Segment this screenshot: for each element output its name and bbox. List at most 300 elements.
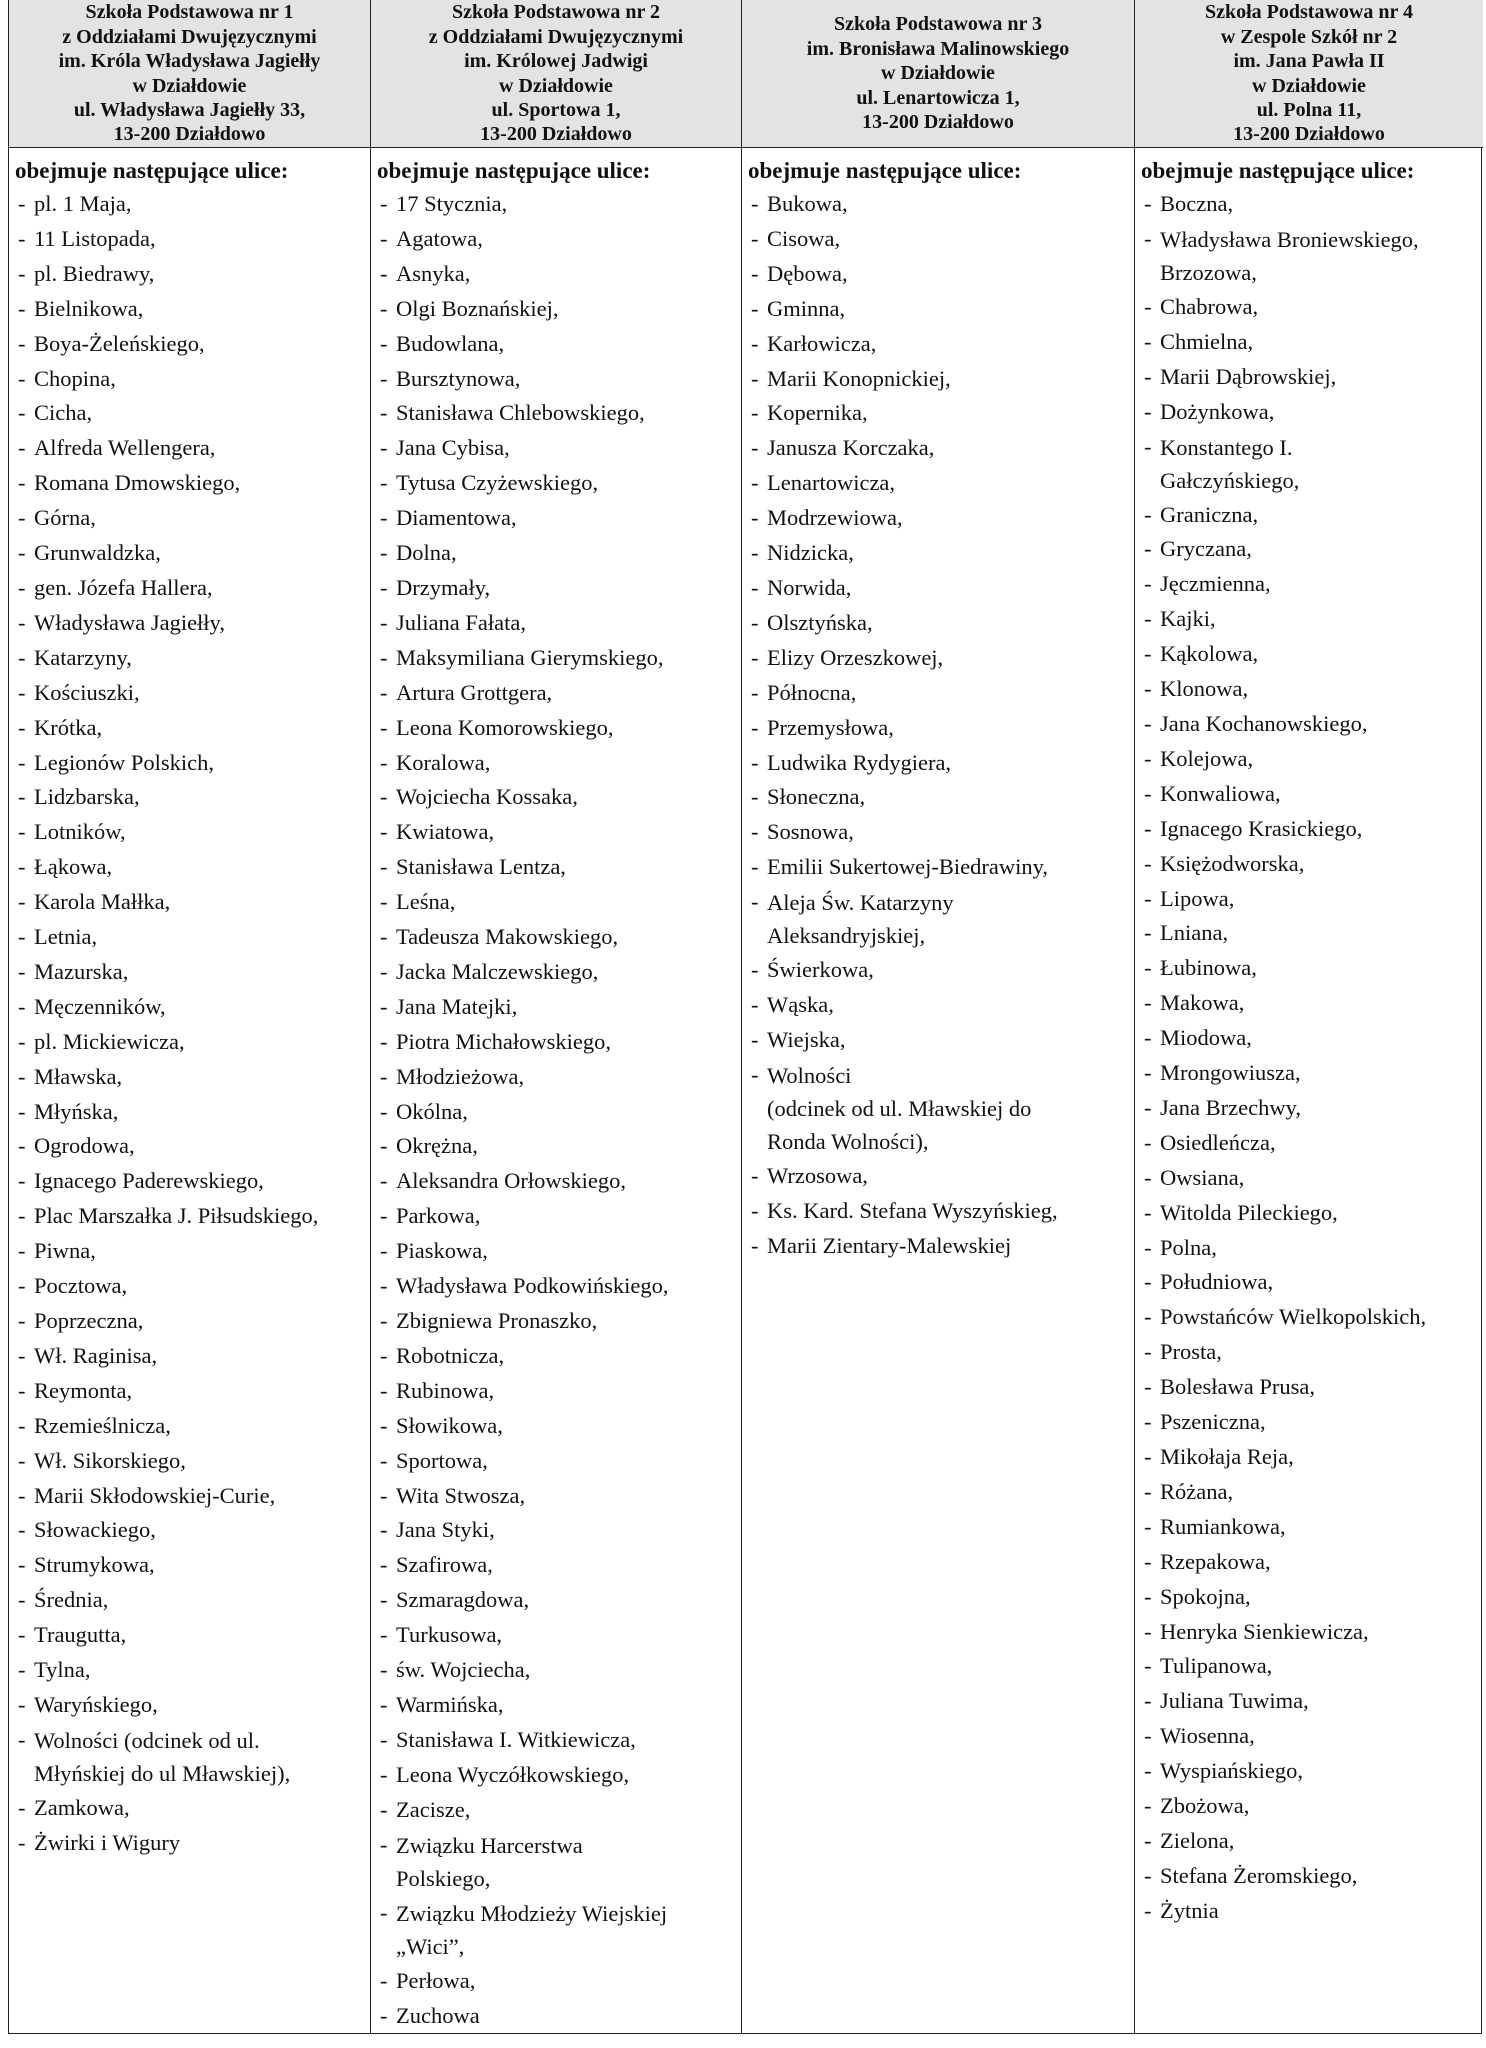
street-item <box>9 1269 370 1304</box>
school-header-line: 13-200 Działdowo <box>113 123 266 146</box>
street-item <box>9 1618 370 1653</box>
street-item <box>1135 1091 1483 1126</box>
street-name: Bolesława Prusa, <box>1160 1374 1315 1400</box>
list-dash: - <box>751 260 759 286</box>
street-item <box>9 1444 370 1479</box>
list-dash: - <box>1144 1897 1152 1923</box>
list-dash: - <box>380 1028 388 1054</box>
street-item <box>1135 1684 1483 1719</box>
list-dash: - <box>1144 1199 1152 1225</box>
street-name: Południowa, <box>1160 1269 1274 1295</box>
street-name: Turkusowa, <box>396 1622 503 1648</box>
street-name: Zuchowa <box>396 2002 480 2028</box>
school-header-line: w Działdowie <box>1252 74 1366 97</box>
street-item <box>9 1791 370 1826</box>
list-dash: - <box>751 1162 759 1188</box>
school-header-line: Szkoła Podstawowa nr 4 <box>1205 1 1413 24</box>
street-item <box>1135 1615 1483 1650</box>
street-item <box>371 955 741 990</box>
street-item <box>9 780 370 815</box>
school-header-line: Szkoła Podstawowa nr 1 <box>85 1 294 24</box>
street-item <box>742 466 1134 501</box>
list-dash: - <box>18 1308 26 1333</box>
list-dash: - <box>18 574 26 600</box>
street-name: Sosnowa, <box>767 819 854 845</box>
street-item <box>9 187 370 222</box>
street-item <box>742 431 1134 466</box>
list-dash: - <box>751 1026 759 1052</box>
street-item <box>9 396 370 431</box>
list-dash: - <box>1144 1478 1152 1504</box>
list-dash: - <box>380 1622 388 1648</box>
street-item <box>742 606 1134 641</box>
street-item <box>742 1194 1134 1229</box>
street-name: Lipowa, <box>1160 885 1235 911</box>
street-name: Asnyka, <box>396 260 471 286</box>
list-dash: - <box>751 749 759 775</box>
street-name: Marii Skłodowskiej-Curie, <box>34 1482 276 1508</box>
list-dash: - <box>18 1377 26 1403</box>
street-item <box>371 396 741 431</box>
list-dash: - <box>1144 1444 1152 1469</box>
street-name: Parkowa, <box>396 1203 481 1229</box>
street-name: Ignacego Krasickiego, <box>1160 815 1363 841</box>
street-item <box>742 953 1134 988</box>
street-name: Rumiankowa, <box>1160 1513 1286 1539</box>
street-name: Konstantego I. Gałczyńskiego, <box>1160 434 1300 493</box>
list-dash: - <box>1144 293 1152 319</box>
street-name: Zbożowa, <box>1160 1793 1250 1819</box>
street-item <box>1135 637 1483 672</box>
street-list <box>1135 187 1483 1929</box>
list-dash: - <box>1144 398 1152 424</box>
street-item <box>371 1409 741 1444</box>
street-name: Pszeniczna, <box>1160 1409 1266 1435</box>
street-item <box>1135 1789 1483 1824</box>
street-item <box>742 850 1134 885</box>
school-header-line: Szkoła Podstawowa nr 3 <box>834 13 1042 36</box>
street-item <box>1135 1300 1483 1335</box>
street-name: Kościuszki, <box>34 679 140 705</box>
school-districts-table <box>8 0 1482 2034</box>
street-name: Grunwaldzka, <box>34 540 161 566</box>
list-dash: - <box>380 365 388 391</box>
street-item <box>9 1199 370 1234</box>
street-name: Lidzbarska, <box>34 784 140 810</box>
list-dash: - <box>18 889 26 915</box>
street-item <box>371 1025 741 1060</box>
list-dash: - <box>1144 1653 1152 1679</box>
street-name: Makowa, <box>1160 990 1245 1016</box>
list-dash: - <box>751 470 759 496</box>
street-name: Lotników, <box>34 819 126 845</box>
list-dash: - <box>751 992 759 1018</box>
list-dash: - <box>380 609 388 635</box>
list-dash: - <box>18 365 26 391</box>
street-item <box>9 990 370 1025</box>
list-dash: - <box>18 1447 26 1473</box>
school-header-line: w Działdowie <box>881 62 995 85</box>
street-name: Wiejska, <box>767 1026 846 1052</box>
street-item <box>371 1758 741 1793</box>
street-name: Diamentowa, <box>396 505 517 531</box>
street-item <box>1135 360 1483 395</box>
street-item <box>742 1159 1134 1194</box>
list-dash: - <box>1144 815 1152 841</box>
list-dash: - <box>18 1726 26 1752</box>
street-item <box>742 257 1134 292</box>
street-item <box>9 362 370 397</box>
list-dash: - <box>1144 1723 1152 1749</box>
street-item <box>371 676 741 711</box>
street-item <box>9 431 370 466</box>
street-item <box>1135 567 1483 602</box>
list-dash: - <box>380 1412 388 1438</box>
street-item <box>9 1826 370 1861</box>
street-item <box>1135 916 1483 951</box>
list-dash: - <box>751 819 759 845</box>
list-dash: - <box>1144 1409 1152 1435</box>
street-name: Ks. Kard. Stefana Wyszyńskieg, <box>767 1197 1058 1223</box>
street-item <box>371 1688 741 1723</box>
streets-intro: obejmuje następujące ulice: <box>15 158 289 183</box>
list-dash: - <box>380 1203 388 1229</box>
list-dash: - <box>380 1098 388 1124</box>
street-name: Dożynkowa, <box>1160 398 1275 424</box>
street-name: Wolności (odcinek od ul. Młyńskiej do ul Mławskiej), <box>34 1727 291 1786</box>
street-name: Rzemieślnicza, <box>34 1412 171 1438</box>
list-dash: - <box>1144 1234 1152 1260</box>
street-item <box>1135 532 1483 567</box>
street-name: Marii Zientary-Malewskiej <box>767 1232 1012 1258</box>
school-header-line: 13-200 Działdowo <box>862 111 1014 134</box>
street-name: Jana Brzechwy, <box>1160 1094 1301 1120</box>
street-item <box>9 1095 370 1130</box>
street-item <box>1135 707 1483 742</box>
street-name: Jana Kochanowskiego, <box>1160 710 1368 736</box>
list-dash: - <box>380 1657 388 1683</box>
street-name: Owsiana, <box>1160 1164 1245 1190</box>
list-dash: - <box>18 1412 26 1438</box>
school-header-3 <box>742 0 1134 148</box>
list-dash: - <box>380 330 388 356</box>
street-name: Lenartowicza, <box>767 470 896 496</box>
list-dash: - <box>380 1063 388 1089</box>
list-dash: - <box>1144 1583 1152 1609</box>
street-item <box>371 641 741 676</box>
list-dash: - <box>1144 1688 1152 1714</box>
street-name: Słowikowa, <box>396 1412 503 1438</box>
street-name: Ignacego Paderewskiego, <box>34 1168 264 1194</box>
street-item <box>1135 812 1483 847</box>
list-dash: - <box>18 1063 26 1089</box>
street-item <box>371 536 741 571</box>
street-item <box>371 257 741 292</box>
street-item <box>1135 1545 1483 1580</box>
street-name: Letnia, <box>34 924 98 950</box>
list-dash: - <box>18 1794 26 1820</box>
street-name: Alfreda Wellengera, <box>34 435 216 461</box>
street-name: Władysława Jagiełły, <box>34 609 225 635</box>
street-name: Okólna, <box>396 1098 468 1124</box>
street-name: Pocztowa, <box>34 1273 128 1299</box>
list-dash: - <box>18 505 26 531</box>
street-name: Zamkowa, <box>34 1794 130 1820</box>
street-name: Kwiatowa, <box>396 819 495 845</box>
school-header-2 <box>371 0 741 148</box>
school-header-line: Szkoła Podstawowa nr 2 <box>452 1 660 24</box>
street-item <box>742 780 1134 815</box>
street-item <box>742 711 1134 746</box>
street-item <box>371 1339 741 1374</box>
street-item <box>742 885 1134 953</box>
street-item <box>742 327 1134 362</box>
street-name: Wiosenna, <box>1160 1723 1255 1749</box>
street-item <box>371 1999 741 2034</box>
street-name: Tylna, <box>34 1657 91 1683</box>
street-item <box>742 362 1134 397</box>
list-dash: - <box>751 679 759 705</box>
street-item <box>1135 847 1483 882</box>
street-item <box>371 780 741 815</box>
street-item <box>742 222 1134 257</box>
street-item <box>371 1479 741 1514</box>
street-item <box>1135 395 1483 430</box>
street-item <box>1135 742 1483 777</box>
street-name: Elizy Orzeszkowej, <box>767 644 944 670</box>
school-header-1 <box>9 0 370 148</box>
street-item <box>371 1653 741 1688</box>
list-dash: - <box>1144 225 1152 251</box>
street-name: Średnia, <box>34 1587 109 1613</box>
list-dash: - <box>380 1761 388 1787</box>
street-name: Reymonta, <box>34 1377 133 1403</box>
street-name: pl. Biedrawy, <box>34 260 155 286</box>
street-name: Strumykowa, <box>34 1552 155 1578</box>
street-name: Klonowa, <box>1160 676 1249 702</box>
street-item <box>1135 1719 1483 1754</box>
street-name: Maksymiliana Gierymskiego, <box>396 644 664 670</box>
street-item <box>9 1479 370 1514</box>
school-header-line: z Oddziałami Dwujęzycznymi <box>428 25 684 48</box>
street-item <box>371 1964 741 1999</box>
street-name: Wł. Raginisa, <box>34 1342 158 1368</box>
list-dash: - <box>751 435 759 461</box>
street-name: Piwna, <box>34 1238 96 1264</box>
street-item <box>371 1060 741 1095</box>
street-name: Karola Małłka, <box>34 889 171 915</box>
street-item <box>371 1513 741 1548</box>
school-header-line: w Działdowie <box>499 74 613 97</box>
street-item <box>1135 882 1483 917</box>
street-name: Dębowa, <box>767 260 848 286</box>
list-dash: - <box>1144 641 1152 667</box>
street-item <box>9 850 370 885</box>
street-name: Stanisława Chlebowskiego, <box>396 400 645 426</box>
street-item <box>1135 1440 1483 1475</box>
list-dash: - <box>1144 1129 1152 1155</box>
list-dash: - <box>1144 606 1152 632</box>
street-item <box>9 327 370 362</box>
list-dash: - <box>751 1061 759 1087</box>
list-dash: - <box>18 1482 26 1508</box>
street-item <box>371 327 741 362</box>
list-dash: - <box>380 2002 388 2028</box>
street-name: Aleksandra Orłowskiego, <box>396 1168 626 1194</box>
street-item <box>9 1374 370 1409</box>
school-header-line: 13-200 Działdowo <box>480 123 632 146</box>
street-name: Północna, <box>767 679 857 705</box>
list-dash: - <box>18 854 26 880</box>
street-name: Powstańców Wielkopolskich, <box>1160 1304 1427 1330</box>
list-dash: - <box>380 749 388 775</box>
street-item <box>1135 602 1483 637</box>
street-name: Wyspiańskiego, <box>1160 1758 1303 1784</box>
street-list <box>371 187 741 2033</box>
list-dash: - <box>380 1168 388 1194</box>
street-name: Emilii Sukertowej-Biedrawiny, <box>767 854 1048 880</box>
street-name: Gryczana, <box>1160 536 1252 562</box>
street-item <box>742 815 1134 850</box>
street-name: Stanisława Lentza, <box>396 854 566 880</box>
list-dash: - <box>380 993 388 1019</box>
list-dash: - <box>1144 191 1152 216</box>
street-item <box>9 746 370 781</box>
list-dash: - <box>380 958 388 984</box>
street-item <box>371 850 741 885</box>
street-item <box>371 746 741 781</box>
list-dash: - <box>18 714 26 740</box>
streets-intro: obejmuje następujące ulice: <box>748 158 1022 183</box>
school-header-line: w Działdowie <box>132 74 247 97</box>
list-dash: - <box>751 365 759 391</box>
list-dash: - <box>380 784 388 810</box>
street-name: Romana Dmowskiego, <box>34 470 241 496</box>
list-dash: - <box>18 1342 26 1368</box>
list-dash: - <box>380 1967 388 1993</box>
street-item <box>1135 777 1483 812</box>
street-name: Władysława Broniewskiego, Brzozowa, <box>1160 226 1419 285</box>
list-dash: - <box>18 1238 26 1264</box>
list-dash: - <box>1144 1827 1152 1853</box>
street-item <box>742 988 1134 1023</box>
street-item <box>371 1374 741 1409</box>
street-name: Wł. Sikorskiego, <box>34 1447 186 1473</box>
street-item <box>371 990 741 1025</box>
street-name: pl. Mickiewicza, <box>34 1028 185 1054</box>
street-name: Juliana Fałata, <box>396 609 526 635</box>
street-name: Janusza Korczaka, <box>767 435 935 461</box>
list-dash: - <box>380 470 388 496</box>
street-name: Łąkowa, <box>34 854 113 880</box>
list-dash: - <box>751 1197 759 1223</box>
street-item <box>1135 290 1483 325</box>
street-name: Dolna, <box>396 540 457 566</box>
street-item <box>1135 430 1483 498</box>
list-dash: - <box>18 1133 26 1159</box>
list-dash: - <box>380 191 388 216</box>
street-list <box>742 187 1134 1264</box>
street-name: Władysława Podkowińskiego, <box>396 1273 669 1299</box>
street-name: Marii Dąbrowskiej, <box>1160 363 1337 389</box>
street-list <box>9 187 370 1861</box>
street-item <box>9 1723 370 1791</box>
street-name: Stanisława I. Witkiewicza, <box>396 1726 636 1752</box>
street-name: Wrzosowa, <box>767 1162 868 1188</box>
list-dash: - <box>751 714 759 740</box>
street-name: Rzepakowa, <box>1160 1548 1271 1574</box>
school-header-line: z Oddziałami Dwujęzycznymi <box>62 25 317 48</box>
list-dash: - <box>18 295 26 321</box>
street-name: Prosta, <box>1160 1339 1222 1365</box>
street-item <box>1135 1335 1483 1370</box>
street-name: Waryńskiego, <box>34 1691 158 1717</box>
list-dash: - <box>380 1273 388 1299</box>
street-item <box>1135 1056 1483 1091</box>
street-item <box>371 1164 741 1199</box>
street-item <box>9 536 370 571</box>
street-name: Sportowa, <box>396 1447 488 1473</box>
street-name: Zbigniewa Pronaszko, <box>396 1308 598 1333</box>
street-name: Legionów Polskich, <box>34 749 214 775</box>
list-dash: - <box>1144 1374 1152 1400</box>
list-dash: - <box>380 1587 388 1613</box>
street-item <box>371 1828 741 1896</box>
school-header-line: im. Jana Pawła II <box>1233 50 1385 73</box>
street-name: Katarzyny, <box>34 644 132 670</box>
street-item <box>1135 1475 1483 1510</box>
list-dash: - <box>1144 745 1152 771</box>
street-item <box>371 1583 741 1618</box>
school-header-line: im. Króla Władysława Jagiełły <box>58 50 321 73</box>
street-item <box>1135 672 1483 707</box>
street-name: gen. Józefa Hallera, <box>34 574 213 600</box>
street-name: Robotnicza, <box>396 1342 505 1368</box>
street-name: Słowackiego, <box>34 1517 156 1543</box>
list-dash: - <box>18 435 26 461</box>
school-header-line: im. Bronisława Malinowskiego <box>806 37 1070 60</box>
list-dash: - <box>18 260 26 286</box>
street-item <box>371 501 741 536</box>
list-dash: - <box>18 644 26 670</box>
list-dash: - <box>1144 363 1152 389</box>
list-dash: - <box>380 644 388 670</box>
street-item <box>9 676 370 711</box>
street-item <box>371 431 741 466</box>
street-name: Lniana, <box>1160 920 1229 946</box>
street-item <box>1135 1196 1483 1231</box>
list-dash: - <box>380 1133 388 1159</box>
street-name: Nidzicka, <box>767 540 854 566</box>
street-name: Różana, <box>1160 1478 1234 1504</box>
list-dash: - <box>751 854 759 880</box>
list-dash: - <box>751 784 759 810</box>
street-item <box>1135 1824 1483 1859</box>
street-name: Okrężna, <box>396 1133 478 1159</box>
street-name: Kąkolowa, <box>1160 641 1259 667</box>
list-dash: - <box>18 1622 26 1648</box>
school-column-3 <box>741 0 1134 2033</box>
list-dash: - <box>18 609 26 635</box>
street-name: św. Wojciecha, <box>396 1657 531 1683</box>
street-name: Chmielna, <box>1160 328 1254 354</box>
street-name: Artura Grottgera, <box>396 679 553 705</box>
street-item <box>371 885 741 920</box>
street-name: 11 Listopada, <box>34 225 156 251</box>
street-item <box>371 1129 741 1164</box>
list-dash: - <box>1144 1304 1152 1330</box>
street-item <box>9 711 370 746</box>
